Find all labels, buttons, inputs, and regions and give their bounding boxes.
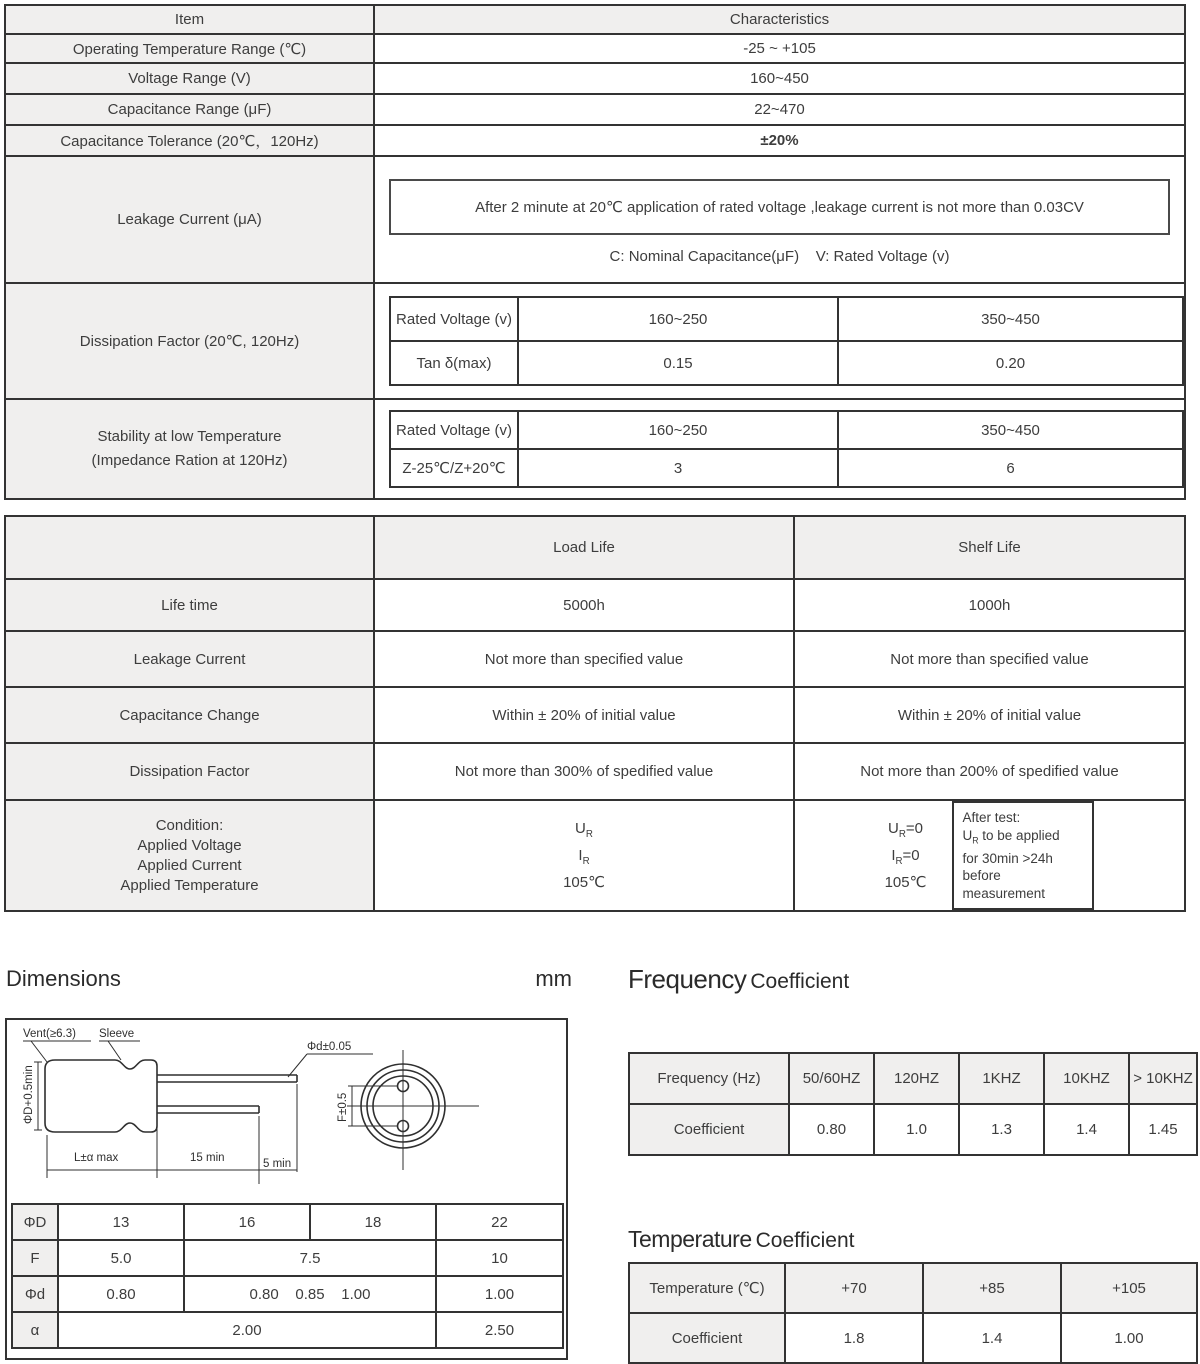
sub-label-cell: Rated Voltage (v) bbox=[390, 411, 518, 449]
frequency-header-cell: Frequency (Hz) bbox=[629, 1053, 789, 1104]
frequency-coefficient-title: Frequency Coefficient bbox=[628, 964, 850, 994]
dim-value-cell: 16 bbox=[184, 1204, 310, 1240]
life-row-dissipation bbox=[5, 743, 1185, 800]
sub-label-cell: Rated Voltage (v) bbox=[390, 297, 518, 341]
temperature-value-cell: 1.4 bbox=[923, 1313, 1061, 1363]
item-cell: Leakage Current bbox=[5, 631, 374, 687]
frequency-header-cell: 10KHZ bbox=[1044, 1053, 1129, 1104]
vent-label: Vent(≥6.3) bbox=[23, 1028, 76, 1040]
lead15-label: 15 min bbox=[190, 1152, 225, 1164]
temperature-coefficient-title: Temperature Coefficient bbox=[628, 1226, 855, 1252]
spec-row-voltage-range bbox=[5, 63, 1185, 94]
dim-row-alpha bbox=[12, 1312, 563, 1348]
value-cell: -25 ~ +105 bbox=[374, 34, 1185, 63]
frequency-values-row bbox=[629, 1104, 1197, 1155]
temperature-header-cell: +105 bbox=[1061, 1263, 1197, 1313]
spec-header-item: Item bbox=[5, 5, 374, 34]
dim-label-cell: α bbox=[12, 1312, 58, 1348]
life-header-shelf: Shelf Life bbox=[794, 516, 1185, 579]
body-diameter-label: ΦD+0.5min bbox=[23, 1065, 35, 1124]
sub-value-cell: 350~450 bbox=[838, 297, 1183, 341]
temperature-values-row bbox=[629, 1313, 1197, 1363]
leakage-formula: C: Nominal Capacitance(μF) V: Rated Voltage (v) bbox=[609, 248, 950, 265]
life-row-lifetime bbox=[5, 579, 1185, 631]
leakage-value-cell bbox=[374, 156, 1185, 283]
spec-row-dissipation-factor bbox=[5, 283, 1185, 399]
temperature-header-cell: +85 bbox=[923, 1263, 1061, 1313]
frequency-row-label: Coefficient bbox=[629, 1104, 789, 1155]
capacitor-drawing bbox=[7, 1020, 566, 1196]
temperature-header-cell: Temperature (℃) bbox=[629, 1263, 785, 1313]
temperature-row-label: Coefficient bbox=[629, 1313, 785, 1363]
shelf-cell: 1000h bbox=[794, 579, 1185, 631]
dimensions-unit: mm bbox=[535, 966, 572, 991]
life-header-empty bbox=[5, 516, 374, 579]
frequency-value-cell: 1.0 bbox=[874, 1104, 959, 1155]
condition-item-cell bbox=[5, 800, 374, 911]
dim-value-cell: 1.00 bbox=[436, 1276, 563, 1312]
spec-row-leakage-current bbox=[5, 156, 1185, 283]
after-test-note-box: After test: $U_R$ to be applied for 30min >24h before measurement bbox=[952, 801, 1094, 910]
spec-header-characteristics: Characteristics bbox=[374, 5, 1185, 34]
value-cell: 22~470 bbox=[374, 94, 1185, 125]
item-cell bbox=[5, 399, 374, 499]
dim-label-cell: F bbox=[12, 1240, 58, 1276]
condition-line: Applied Current bbox=[137, 856, 242, 874]
dim-value-cell: 13 bbox=[58, 1204, 184, 1240]
item-cell: Capacitance Range (μF) bbox=[5, 94, 374, 125]
spec-header-row bbox=[5, 5, 1185, 34]
dimensions-box bbox=[5, 1018, 568, 1360]
dim-row-pitch bbox=[12, 1240, 563, 1276]
shelf-cell: Not more than specified value bbox=[794, 631, 1185, 687]
frequency-value-cell: 0.80 bbox=[789, 1104, 874, 1155]
dim-label-cell: ΦD bbox=[12, 1204, 58, 1240]
temperature-value-cell: 1.00 bbox=[1061, 1313, 1197, 1363]
sub-value-cell: 160~250 bbox=[518, 411, 838, 449]
stability-item-line1: Stability at low Temperature bbox=[97, 428, 282, 445]
condition-load-cell bbox=[374, 800, 794, 911]
dim-value-cell: 0.80 bbox=[58, 1276, 184, 1312]
load-cell: Within ± 20% of initial value bbox=[374, 687, 794, 743]
pitch-label: F±0.5 bbox=[337, 1092, 349, 1122]
spec-row-capacitance-range bbox=[5, 94, 1185, 125]
frequency-value-cell: 1.45 bbox=[1129, 1104, 1197, 1155]
body-length-label: L±α max bbox=[74, 1152, 119, 1164]
dimensions-table bbox=[11, 1203, 564, 1349]
life-row-leakage bbox=[5, 631, 1185, 687]
item-cell: Life time bbox=[5, 579, 374, 631]
condition-line: Condition: bbox=[155, 816, 224, 834]
lead5-label: 5 min bbox=[263, 1158, 292, 1170]
dim-value-cell: 22 bbox=[436, 1204, 563, 1240]
life-header-load: Load Life bbox=[374, 516, 794, 579]
dim-value-cell: 2.00 bbox=[58, 1312, 436, 1348]
frequency-coefficient-table bbox=[628, 1052, 1198, 1156]
dim-label-cell: Φd bbox=[12, 1276, 58, 1312]
frequency-header-cell: 1KHZ bbox=[959, 1053, 1044, 1104]
sub-label-cell: Tan δ(max) bbox=[390, 341, 518, 385]
load-cell: 5000h bbox=[374, 579, 794, 631]
dim-value-cell: 5.0 bbox=[58, 1240, 184, 1276]
spec-row-operating-temp bbox=[5, 34, 1185, 63]
stability-value-cell bbox=[374, 399, 1185, 499]
sub-label-cell: Z-25℃/Z+20℃ bbox=[390, 449, 518, 487]
dim-value-cell: 7.5 bbox=[184, 1240, 436, 1276]
spec-table bbox=[4, 4, 1186, 500]
lead-diameter-label: Φd±0.05 bbox=[307, 1041, 352, 1053]
shelf-cell: Not more than 200% of spedified value bbox=[794, 743, 1185, 800]
item-cell: Operating Temperature Range (℃) bbox=[5, 34, 374, 63]
sub-value-cell: 0.20 bbox=[838, 341, 1183, 385]
frequency-value-cell: 1.4 bbox=[1044, 1104, 1129, 1155]
shelf-cell: Within ± 20% of initial value bbox=[794, 687, 1185, 743]
sleeve-label: Sleeve bbox=[99, 1028, 135, 1040]
stability-subtable bbox=[389, 410, 1184, 488]
condition-shelf-stack: $U_R=0$ $I_R=0$ 105℃ bbox=[884, 820, 927, 892]
value-cell: 160~450 bbox=[374, 63, 1185, 94]
value-cell: ±20% bbox=[374, 125, 1185, 156]
sub-value-cell: 3 bbox=[518, 449, 838, 487]
dim-value-cell: 2.50 bbox=[436, 1312, 563, 1348]
dim-row-lead-diameter bbox=[12, 1276, 563, 1312]
item-cell: Dissipation Factor bbox=[5, 743, 374, 800]
temperature-value-cell: 1.8 bbox=[785, 1313, 923, 1363]
dim-row-diameter bbox=[12, 1204, 563, 1240]
load-cell: Not more than specified value bbox=[374, 631, 794, 687]
spec-row-capacitance-tolerance bbox=[5, 125, 1185, 156]
frequency-header-cell: 120HZ bbox=[874, 1053, 959, 1104]
leakage-note-box: After 2 minute at 20℃ application of rated voltage ,leakage current is not more than 0.03CV bbox=[389, 179, 1170, 235]
life-row-capacitance-change bbox=[5, 687, 1185, 743]
frequency-header-row bbox=[629, 1053, 1197, 1104]
item-cell: Dissipation Factor (20℃, 120Hz) bbox=[5, 283, 374, 399]
life-row-condition bbox=[5, 800, 1185, 911]
dim-value-cell: 18 bbox=[310, 1204, 436, 1240]
life-table bbox=[4, 515, 1186, 912]
sub-value-cell: 6 bbox=[838, 449, 1183, 487]
condition-shelf-cell bbox=[794, 800, 1185, 911]
condition-line: Applied Temperature bbox=[120, 876, 259, 894]
temperature-coefficient-table bbox=[628, 1262, 1198, 1364]
item-cell: Leakage Current (μA) bbox=[5, 156, 374, 283]
load-cell: Not more than 300% of spedified value bbox=[374, 743, 794, 800]
dissipation-value-cell bbox=[374, 283, 1185, 399]
frequency-header-cell: 50/60HZ bbox=[789, 1053, 874, 1104]
frequency-header-cell: > 10KHZ bbox=[1129, 1053, 1197, 1104]
temperature-header-cell: +70 bbox=[785, 1263, 923, 1313]
sub-value-cell: 0.15 bbox=[518, 341, 838, 385]
condition-load-stack: $U_R$ $I_R$ 105℃ bbox=[563, 820, 605, 892]
temperature-header-row bbox=[629, 1263, 1197, 1313]
dim-value-cell: 10 bbox=[436, 1240, 563, 1276]
condition-line: Applied Voltage bbox=[137, 836, 242, 854]
dissipation-subtable bbox=[389, 296, 1184, 386]
stability-item-line2: (Impedance Ration at 120Hz) bbox=[91, 452, 288, 469]
frequency-value-cell: 1.3 bbox=[959, 1104, 1044, 1155]
item-cell: Capacitance Tolerance (20℃，120Hz) bbox=[5, 125, 374, 156]
dim-value-cell: 0.80 0.85 1.00 bbox=[184, 1276, 436, 1312]
sub-value-cell: 160~250 bbox=[518, 297, 838, 341]
life-header-row bbox=[5, 516, 1185, 579]
item-cell: Voltage Range (V) bbox=[5, 63, 374, 94]
spec-row-stability bbox=[5, 399, 1185, 499]
sub-value-cell: 350~450 bbox=[838, 411, 1183, 449]
item-cell: Capacitance Change bbox=[5, 687, 374, 743]
dimensions-title: Dimensions bbox=[6, 966, 121, 991]
